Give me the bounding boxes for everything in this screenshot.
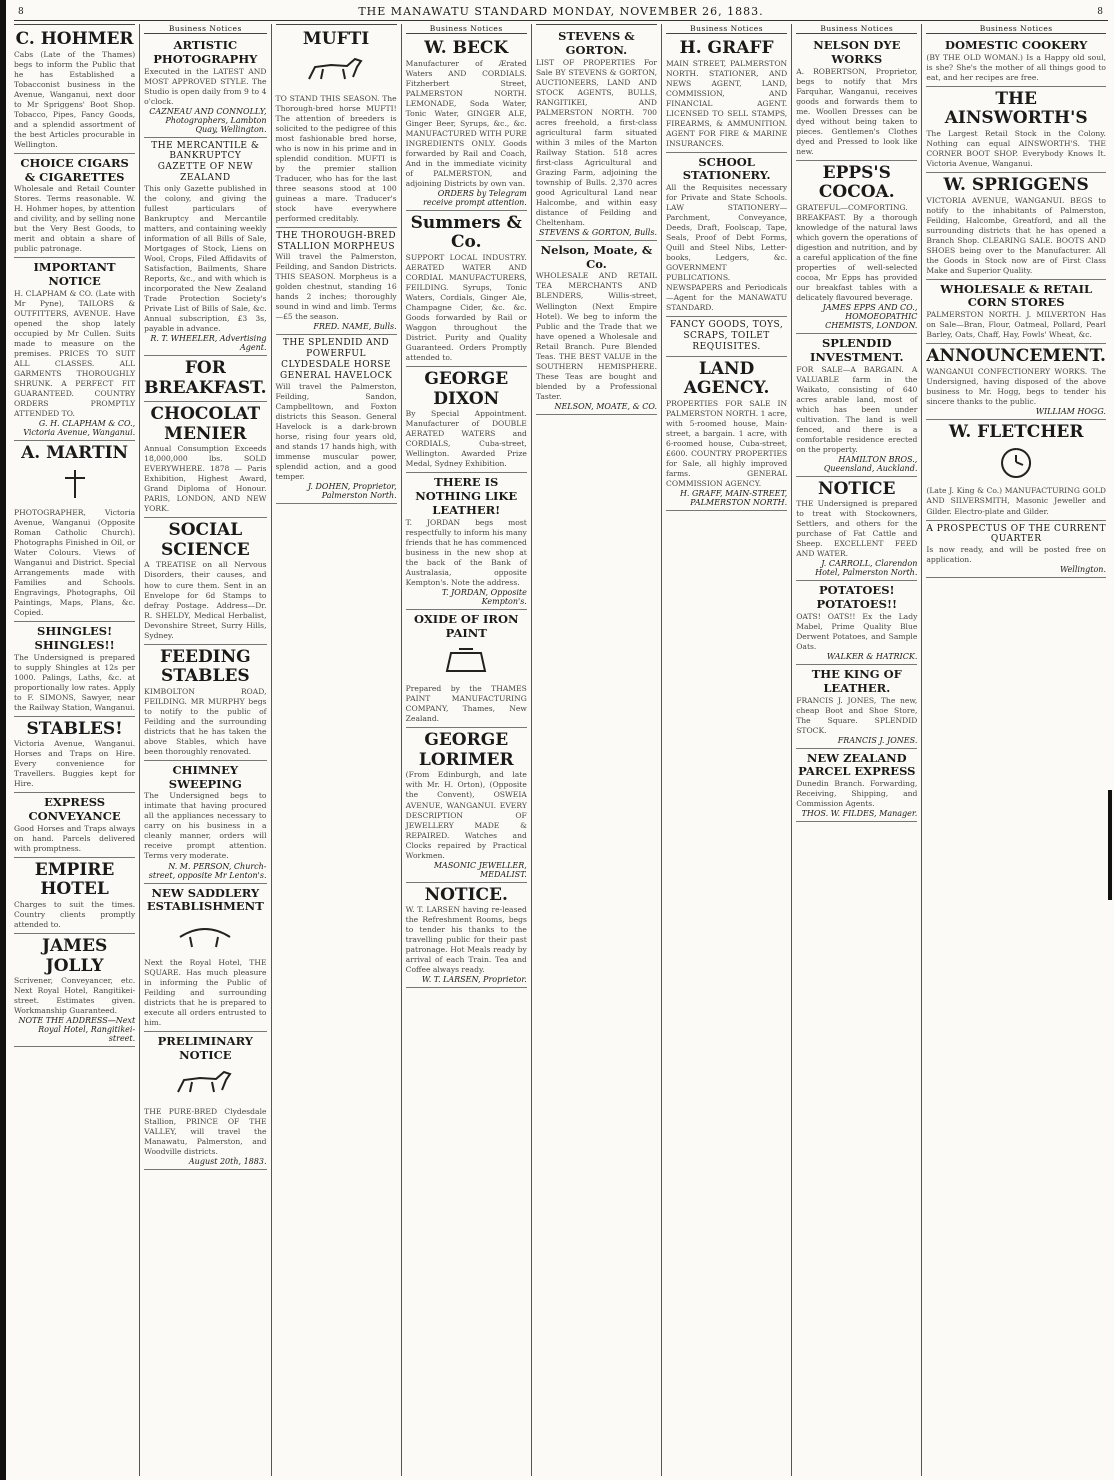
ad-heading: STEVENS & GORTON. (558, 29, 635, 57)
ad-body: PALMERSTON NORTH. J. MILVERTON Has on Sale—Bran, Flour, Oatmeal, Pollard, Pearl Barley, Oats, Chaff, Hay, Fowls' Wheat, &c. (926, 310, 1106, 340)
ad-signature: W. T. LARSEN, Proprietor. (421, 975, 527, 985)
ad-heading: CHOICE CIGARS & CIGARETTES (20, 155, 129, 184)
ad-body: (From Edinburgh, and late with Mr. H. Orton), (Opposite the Convent), OSWEIA AVENUE, WANGANUI. EVERY DESCRIPTION OF JEWELLERY MADE & REPAIRED. Watches and Clocks repaired by Practical Workmen. (405, 770, 527, 860)
ad-body: WHOLESALE AND RETAIL TEA MERCHANTS AND BLENDERS, Willis-street, Wellington (Next Empire Hotel). We beg to inform the Public and the Trade that we have opened a Wholesale and Retail Branch. Pure Blended Teas. THE BEST VALUE in the SOUTHERN HEMISPHERE. These Teas are bought and blended by a Professional Taster. (535, 271, 658, 401)
advertisement (536, 27, 657, 241)
advertisement (926, 344, 1106, 420)
clock-engraving-icon (981, 445, 1051, 479)
ad-signature: STEVENS & GORTON, Bulls. (538, 227, 658, 237)
ad-body: (BY THE OLD WOMAN.) Is a Happy old soul, is she? She's the mother of all things good to eat, and her recipes are free. (926, 52, 1106, 82)
advertisement (666, 317, 787, 356)
ad-heading: JAMES JOLLY (41, 936, 108, 976)
advertisement (406, 367, 527, 473)
ad-heading: WHOLESALE & RETAIL CORN STORES (940, 281, 1093, 310)
ad-body: THE PURE-BRED Clydesdale Stallion, PRINCE OF THE VALLEY, will travel the Manawatu, Palmerston, and Woodville districts. (144, 1106, 267, 1156)
ad-signature: H. GRAFF, MAIN-STREET, PALMERSTON NORTH. (679, 489, 788, 508)
ad-heading: A. MARTIN (21, 443, 129, 464)
ad-body: Scrivener, Conveyancer, etc. Next Royal Hotel, Rangitikei-street. Estimates given. Workmanship Guaranteed. (14, 976, 136, 1016)
ad-heading: POTATOES! POTATOES!! (816, 583, 898, 612)
ad-heading: C. HOHMER (15, 29, 134, 49)
ad-signature: G. H. CLAPHAM & CO., Victoria Avenue, Wanganui. (23, 419, 136, 438)
advertisement (144, 645, 266, 761)
ad-body: Victoria Avenue, Wanganui. Horses and Traps on Hire. Every convenience for Travellers. Buggies kept for Hire. (14, 739, 136, 789)
column-heading (276, 24, 397, 25)
ad-body: FOR SALE—A BARGAIN. A VALUABLE farm in the Waikato, consisting of 640 acres arable land, most of which has been under cultivation. The land is well fenced, and there is a comfortable residence erected on the property. (796, 364, 918, 454)
column-heading: Business Notices (144, 24, 266, 34)
ad-heading: EXPRESS CONVEYANCE (28, 795, 121, 824)
ad-body: Will travel the Palmerston, Feilding, and Sandon Districts. THIS SEASON. Morpheus is a golden chestnut, standing 16 hands 2 inches; thoroughly sound in wind and limb. Terms—£5 the season. (275, 252, 397, 322)
cross-engraving-icon (40, 467, 110, 501)
ad-heading: MUFTI (302, 29, 370, 49)
masthead-title: THE MANAWATU STANDARD MONDAY, NOVEMBER 26, 1883. (358, 5, 764, 18)
ad-body: Cabs (Late of the Thames) begs to inform the Public that he has Established a Tobacconist business in the Avenue, Wanganui, next door to Mr Spriggens' Boot Shop. Tobacco, Pipes, Fancy Goods, and a splendid assortment of the best Articles procurable in Wellington. (14, 49, 136, 149)
ad-signature: MASONIC JEWELLER, MEDALIST. (433, 860, 527, 879)
ad-signature: WILLIAM HOGG. (1035, 406, 1106, 416)
advertisement (796, 36, 917, 161)
ad-heading: IMPORTANT NOTICE (33, 260, 116, 289)
ad-body: By Special Appointment. Manufacturer of DOUBLE AERATED WATERS and CORDIALS, Cuba-street, Wellington. Awarded Prize Medal, Sydney Exhibition. (405, 409, 527, 469)
ad-body: WANGANUI CONFECTIONERY WORKS. The Undersigned, having disposed of the above business to Mr. Hogg, begs to tender his sincere thanks to the public. (926, 366, 1106, 406)
ad-body: The Largest Retail Stock in the Colony. Nothing can equal AINSWORTH'S. THE CORNER BOOT SHOP. Everybody Knows It. Victoria Avenue, Wanganui. (926, 128, 1106, 168)
ad-body: KIMBOLTON ROAD, FEILDING. MR MURPHY begs to notify to the public of Feilding and the surrounding districts that he has taken the above Stables, which have been thoroughly renovated. (144, 686, 267, 756)
column-6 (662, 24, 792, 1476)
ad-body: PROPERTIES FOR SALE IN PALMERSTON NORTH. 1 acre, with 5-roomed house, Main-street, a bargain. 1 acre, with 6-roomed house, Cuba-street, £600. COUNTRY PROPERTIES for Sale, all highly improved farms. GENERAL COMMISSION AGENCY. (666, 398, 788, 489)
ad-body: SUPPORT LOCAL INDUSTRY. AERATED WATER AND CORDIAL MANUFACTURERS, FEILDING. Syrups, Tonic Waters, Cordials, Ginger Ale, Champagne Cider, &c. &c. Goods forwarded by Rail or Waggon throughout the District. Purity and Quality Guaranteed. Orders Promptly attended to. (405, 252, 527, 362)
advertisement (144, 884, 266, 1033)
column-heading: Business Notices (666, 24, 787, 34)
ad-signature: HAMILTON BROS., Queensland, Auckland. (823, 454, 918, 473)
page-number-left: 8 (18, 7, 25, 17)
saddle-engraving-icon (170, 917, 240, 951)
column-heading (14, 24, 135, 25)
ad-heading: Nelson, Moate, & Co. (540, 242, 653, 271)
ad-heading: NEW ZEALAND PARCEL EXPRESS (798, 750, 916, 779)
ad-illustration (144, 1066, 266, 1104)
ad-body: Good Horses and Traps always on hand. Parcels delivered with promptness. (14, 823, 136, 853)
ad-body: A TREATISE on all Nervous Disorders, their causes, and how to cure them. Sent in an Envelope for 6d Stamps to defray Postage. Address—Dr. R. SHELDY, Medical Herbalist, Devonshire Street, Surry Hills, Sydney. (144, 560, 267, 640)
ad-heading: ANNOUNCEMENT. (926, 346, 1106, 367)
advertisement (144, 518, 266, 644)
advertisement (926, 420, 1106, 521)
advertisement (536, 241, 657, 415)
ad-heading: PRELIMINARY NOTICE (157, 1034, 254, 1062)
advertisement (276, 335, 397, 503)
ad-heading: NEW SADDLERY ESTABLISHMENT (146, 885, 264, 914)
ad-heading: OXIDE OF IRON PAINT (414, 611, 519, 640)
advertisement (406, 211, 527, 367)
ad-signature: NOTE THE ADDRESS—Next Royal Hotel, Rangitikei-street. (18, 1016, 136, 1044)
ad-signature: Wellington. (1060, 565, 1106, 575)
masthead (14, 4, 1108, 21)
ad-heading: ARTISTIC PHOTOGRAPHY (153, 38, 258, 66)
columns (10, 24, 1110, 1476)
advertisement (14, 258, 135, 441)
ad-heading: CHOCOLAT MENIER (150, 404, 261, 444)
ad-body: Prepared by the THAMES PAINT MANUFACTURING COMPANY, Thames, New Zealand. (405, 684, 527, 724)
advertisement (276, 27, 397, 228)
advertisement (796, 161, 917, 334)
ad-body: TO STAND THIS SEASON. The Thorough-bred horse MUFTI! The attention of breeders is solicited to the pedigree of this most fashionable bred horse, who is now in his prime and in splendid condition. MUFTI is by the premier stallion Traducer, who has for the last three seasons stood at 100 guineas a mare. Traducer's stock have everywhere performed creditably. (275, 93, 397, 223)
ad-illustration (926, 445, 1106, 483)
ad-heading: THERE IS NOTHING LIKE LEATHER! (415, 475, 518, 517)
ad-heading: NOTICE. (424, 884, 508, 905)
ad-heading: SOCIAL SCIENCE (160, 520, 250, 560)
ad-heading: Summers & Co. (410, 212, 522, 253)
column-heading: Business Notices (796, 24, 917, 34)
ad-body: Is now ready, and will be posted free on application. (926, 545, 1106, 565)
advertisement (926, 87, 1106, 173)
advertisement (406, 610, 527, 729)
ad-body: Annual Consumption Exceeds 18,000,000 lbs. SOLD EVERYWHERE. 1878 — Paris Exhibition, Highest Award, Grand Diploma of Honour. PARIS, LONDON, AND NEW YORK. (144, 444, 267, 514)
ad-signature: CAZNEAU AND CONNOLLY, Photographers, Lambton Quay, Wellington. (149, 106, 267, 134)
ad-body: A. ROBERTSON, Proprietor, begs to notify that Mrs Farquhar, Wanganui, receives goods and forwards them to me. Woollen Dresses can be dyed without being taken to pieces. Gentlemen's Clothes dyed and Pressed to look like new. (796, 66, 918, 156)
ad-body: LIST OF PROPERTIES For Sale BY STEVENS & GORTON, AUCTIONEERS, LAND AND STOCK AGENTS, BULLS, RANGITIKEI, AND PALMERSTON NORTH. 700 acres freehold, a first-class agricultural farm situated within 3 miles of the Marton Railway Station. 518 acres first-class Agricultural and Grazing Farm, adjoining the township of Bulls. 2,370 acres good Agricultural Land near Halcombe, and within easy distance of Feilding and Cheltenham. (535, 57, 658, 227)
ad-body: Manufacturer of Ærated Waters AND CORDIALS. Fitzherbert Street, PALMERSTON NORTH. LEMONADE, Soda Water, Tonic Water, GINGER ALE, Ginger Beer, Syrups, &c., &c. MANUFACTURED WITH PURE INGREDIENTS ONLY. Goods forwarded by Rail and Coach, And in the immediate vicinity of PALMERSTON, and adjoining Districts by own van. (405, 58, 527, 188)
advertisement (406, 883, 527, 989)
ad-signature: T. JORDAN, Opposite Kempton's. (441, 587, 527, 606)
ad-signature: NELSON, MOATE, & CO. (554, 401, 658, 411)
ad-body: THE Undersigned is prepared to treat with Stockowners, Settlers, and others for the purchase of Fat Cattle and Sheep. EXCELLENT FEED AND WATER. (796, 499, 918, 559)
advertisement (14, 858, 135, 934)
ad-heading: NOTICE (818, 478, 896, 499)
column-7 (792, 24, 922, 1476)
ad-body: W. T. LARSEN having re-leased the Refreshment Rooms, begs to tender his thanks to the travelling public for their past patronage. Hot Meals ready by arrival of each Train. Tea and Coffee always ready. (405, 905, 527, 975)
advertisement (14, 441, 135, 622)
ad-body: FRANCIS J. JONES, The new, cheap Boot and Shoe Store, The Square. SPLENDID STOCK. (796, 695, 918, 735)
ad-signature: FRANCIS J. JONES. (837, 735, 918, 745)
ad-body: H. CLAPHAM & CO. (Late with Mr Pyne), TAILORS & OUTFITTERS, AVENUE. Have opened the shop lately occupied by Mr Cullen. Suits made to measure on the premises. PRICES TO SUIT ALL CLASSES. ALL GARMENTS THOROUGHLY SHRUNK. A PERFECT FIT GUARANTEED. COUNTRY ORDERS PROMPTLY ATTENDED TO. (14, 289, 136, 419)
ad-body: Charges to suit the times. Country clients promptly attended to. (14, 899, 136, 929)
advertisement (14, 622, 135, 717)
ad-signature: THOS. W. FILDES, Manager. (801, 809, 918, 819)
advertisement (666, 36, 787, 153)
ad-signature: J. CARROLL, Clarendon Hotel, Palmerston North. (815, 559, 918, 578)
ad-heading: LAND AGENCY. (683, 358, 770, 399)
ad-signature: WALKER & HATRICK. (826, 652, 918, 662)
ad-signature: August 20th, 1883. (188, 1156, 267, 1166)
advertisement (926, 280, 1106, 345)
advertisement (406, 473, 527, 610)
ad-body: Will travel the Palmerston, Feilding, Sandon, Campbelltown, and Foxton districts this Season. General Havelock is a dark-brown horse, rising four years old, and stands 17 hands high, with immense muscular power, splendid action, and a good temper. (275, 381, 397, 481)
advertisement (926, 521, 1106, 579)
ad-body: OATS! OATS!! Ex the Lady Mabel, Prime Quality Blue Derwent Potatoes, and Sample Oats. (796, 611, 918, 651)
ad-signature: ORDERS by Telegram receive prompt attention. (423, 188, 527, 207)
advertisement (796, 749, 917, 823)
ad-body: (Late J. King & Co.) MANUFACTURING GOLD AND SILVERSMITH, Masonic Jeweller and Gilder. Electro-plate and Gilder. (926, 486, 1106, 516)
ad-body: The Undersigned is prepared to supply Shingles at 12s per 1000. Palings, Laths, &c. at proportionally low rates. Apply to F. SIMONS, Sawyer, near the Railway Station, Wanganui. (14, 652, 136, 712)
advertisement (666, 357, 787, 511)
advertisement (14, 793, 135, 858)
ad-heading: H. GRAFF (679, 38, 774, 58)
advertisement (144, 1032, 266, 1170)
ad-heading: W. SPRIGGENS (943, 175, 1089, 195)
ad-body: Next the Royal Hotel, THE SQUARE. Has much pleasure in informing the Public of Feilding and surrounding districts that he is prepared to execute all orders entrusted to him. (144, 958, 267, 1028)
advertisement (666, 153, 787, 318)
advertisement (796, 581, 917, 665)
ad-illustration (406, 643, 527, 681)
advertisement (796, 665, 917, 749)
ad-heading: SCHOOL STATIONERY. (682, 154, 771, 183)
horse-engraving-icon (170, 1066, 240, 1100)
advertisement (406, 36, 527, 211)
column-3 (272, 24, 402, 1476)
advertisement (14, 934, 135, 1047)
page-number-right: 8 (1097, 7, 1104, 17)
ad-heading: CHIMNEY SWEEPING (168, 762, 242, 791)
column-heading: Business Notices (406, 24, 527, 34)
advertisement (926, 36, 1106, 87)
advertisement (14, 27, 135, 154)
ad-heading: NELSON DYE WORKS (813, 38, 901, 66)
ad-body: T. JORDAN begs most respectfully to inform his many friends that he has commenced business in the new shop at the back of the Bank of Australasia, opposite Kempton's. Note the address. (405, 517, 527, 587)
ad-heading: A PROSPECTUS OF THE CURRENT QUARTER (926, 523, 1106, 545)
advertisement (144, 402, 266, 518)
ad-heading: FANCY GOODS, TOYS, SCRAPS, TOILET REQUISITES. (669, 320, 784, 353)
column-8 (922, 24, 1110, 1476)
ad-signature: N. M. PERSON, Church-street, opposite Mr Lenton's. (148, 861, 267, 880)
advertisement (406, 728, 527, 882)
ad-body: PHOTOGRAPHER, Victoria Avenue, Wanganui (Opposite Roman Catholic Church). Photographs Finished in Oil, or Water Colours. Views of Wanganui and District. Special Arrangements made with Families and Schools. Engravings, Photographs, Oil Paintings, Maps, Plans, &c. Copied. (14, 507, 136, 617)
ad-heading: FOR BREAKFAST. (144, 358, 267, 398)
ad-heading: THE AINSWORTH'S (944, 88, 1088, 129)
ad-illustration (276, 53, 397, 91)
advertisement (796, 477, 917, 582)
ad-body: Executed in the LATEST AND MOST APPROVED STYLE. The Studio is open daily from 9 to 4 o'clock. (144, 66, 267, 106)
ad-signature: FRED. NAME, Bulls. (313, 322, 397, 332)
ad-heading: DOMESTIC COOKERY (945, 38, 1088, 52)
advertisement (144, 356, 266, 402)
ad-heading: STABLES! (26, 718, 123, 739)
ad-heading: GEORGE LORIMER (418, 730, 514, 770)
ad-body: GRATEFUL—COMFORTING. BREAKFAST. By a thorough knowledge of the natural laws which govern the operations of digestion and nutrition, and by a careful application of the fine properties of well-selected cocoa, Mr Epps has provided our breakfast tables with a delicately flavoured beverage. (796, 202, 918, 302)
advertisement (144, 138, 266, 356)
ad-heading: EMPIRE HOTEL (34, 859, 115, 900)
ad-heading: EPPS'S COCOA. (818, 162, 895, 203)
ad-illustration (14, 467, 135, 505)
ad-signature: JAMES EPPS AND CO., HOMOEOPATHIC CHEMISTS, LONDON. (822, 302, 918, 330)
advertisement (144, 761, 266, 884)
ad-heading: GEORGE DIXON (424, 369, 509, 409)
ad-body: The Undersigned begs to intimate that having procured all the appliances necessary to carry on his business in a cleanly manner, orders will receive prompt attention. Terms very moderate. (144, 791, 267, 861)
advertisement (276, 228, 397, 336)
ad-heading: W. BECK (424, 38, 509, 58)
ad-heading: FEEDING STABLES (159, 646, 251, 687)
column-heading: Business Notices (926, 24, 1106, 34)
ad-heading: SHINGLES! SHINGLES!! (34, 623, 115, 652)
ad-body: MAIN STREET, PALMERSTON NORTH. STATIONER, AND NEWS AGENT, LAND, COMMISSION, AND FINANCIAL AGENT. LICENSED TO SELL STAMPS, FIREARMS, & AMMUNITION. AGENT FOR FIRE & MARINE INSURANCES. (666, 58, 788, 148)
ad-body: Dunedin Branch. Forwarding, Receiving, Shipping, and Commission Agents. (796, 779, 918, 809)
ad-body: All the Requisites necessary for Private and State Schools. LAW STATIONERY—Parchment, Conveyance, Deeds, Draft, Foolscap, Tape, Seals, Proof of Debt Forms, Quill and Steel Nibs, Letter-books, Ledgers, &c. GOVERNMENT PUBLICATIONS. NEWSPAPERS and Periodicals—Agent for the MANAWATU STANDARD. (666, 183, 788, 313)
column-1 (10, 24, 140, 1476)
ad-heading: THE THOROUGH-BRED STALLION MORPHEUS (276, 230, 397, 252)
column-2 (140, 24, 271, 1476)
advertisement (14, 154, 135, 259)
ad-heading: THE KING OF LEATHER. (811, 667, 902, 695)
column-heading (536, 24, 657, 25)
horse-engraving-icon (301, 53, 371, 87)
advertisement (796, 334, 917, 477)
ad-signature: J. DOHEN, Proprietor, Palmerston North. (307, 481, 397, 500)
ad-illustration (144, 917, 266, 955)
ad-signature: R. T. WHEELER, Advertising Agent. (150, 334, 267, 353)
ad-body: VICTORIA AVENUE, WANGANUI. BEGS to notify to the inhabitants of Palmerston, Feilding, Halcombe, Greatford, and all the surrounding districts that he has opened a Branch Shop. CLEARING SALE. BOOTS AND SHOES being over to the Manufacturer. All the Goods in Stock now are of First Class Make and Superior Quality. (926, 195, 1106, 275)
ad-body: Wholesale and Retail Counter Stores. Terms reasonable. W. H. Hohmer hopes, by attention and civility, and by selling none but the Very Best Goods, to merit and obtain a share of public patronage. (14, 184, 136, 254)
column-5 (532, 24, 662, 1476)
ad-body: This only Gazette published in the colony, and giving the fullest particulars of Bankruptcy and Mercantile matters, and containing weekly information of all Bills of Sale, Mortgages of Stock, Liens on Wool, Crops, Filed Affidavits of Satisfaction, Bailments, Share Reports, &c., and with which is incorporated the New Zealand Trade Protection Society's Private List of Bills of Sale, &c. Annual subscription, £3 3s, payable in advance. (144, 183, 267, 334)
ad-heading: W. FLETCHER (948, 421, 1084, 442)
advertisement (144, 36, 266, 138)
advertisement (14, 717, 135, 794)
scan-edge (0, 0, 6, 1480)
column-4 (402, 24, 532, 1476)
ad-heading: THE SPLENDID AND POWERFUL CLYDESDALE HORSE GENERAL HAVELOCK (279, 338, 393, 381)
ad-heading: SPLENDID INVESTMENT. (810, 335, 904, 364)
advertisement (926, 173, 1106, 280)
pot-engraving-icon (431, 643, 501, 677)
ad-heading: THE MERCANTILE & BANKRUPTCY GAZETTE OF NEW ZEALAND (151, 140, 260, 184)
